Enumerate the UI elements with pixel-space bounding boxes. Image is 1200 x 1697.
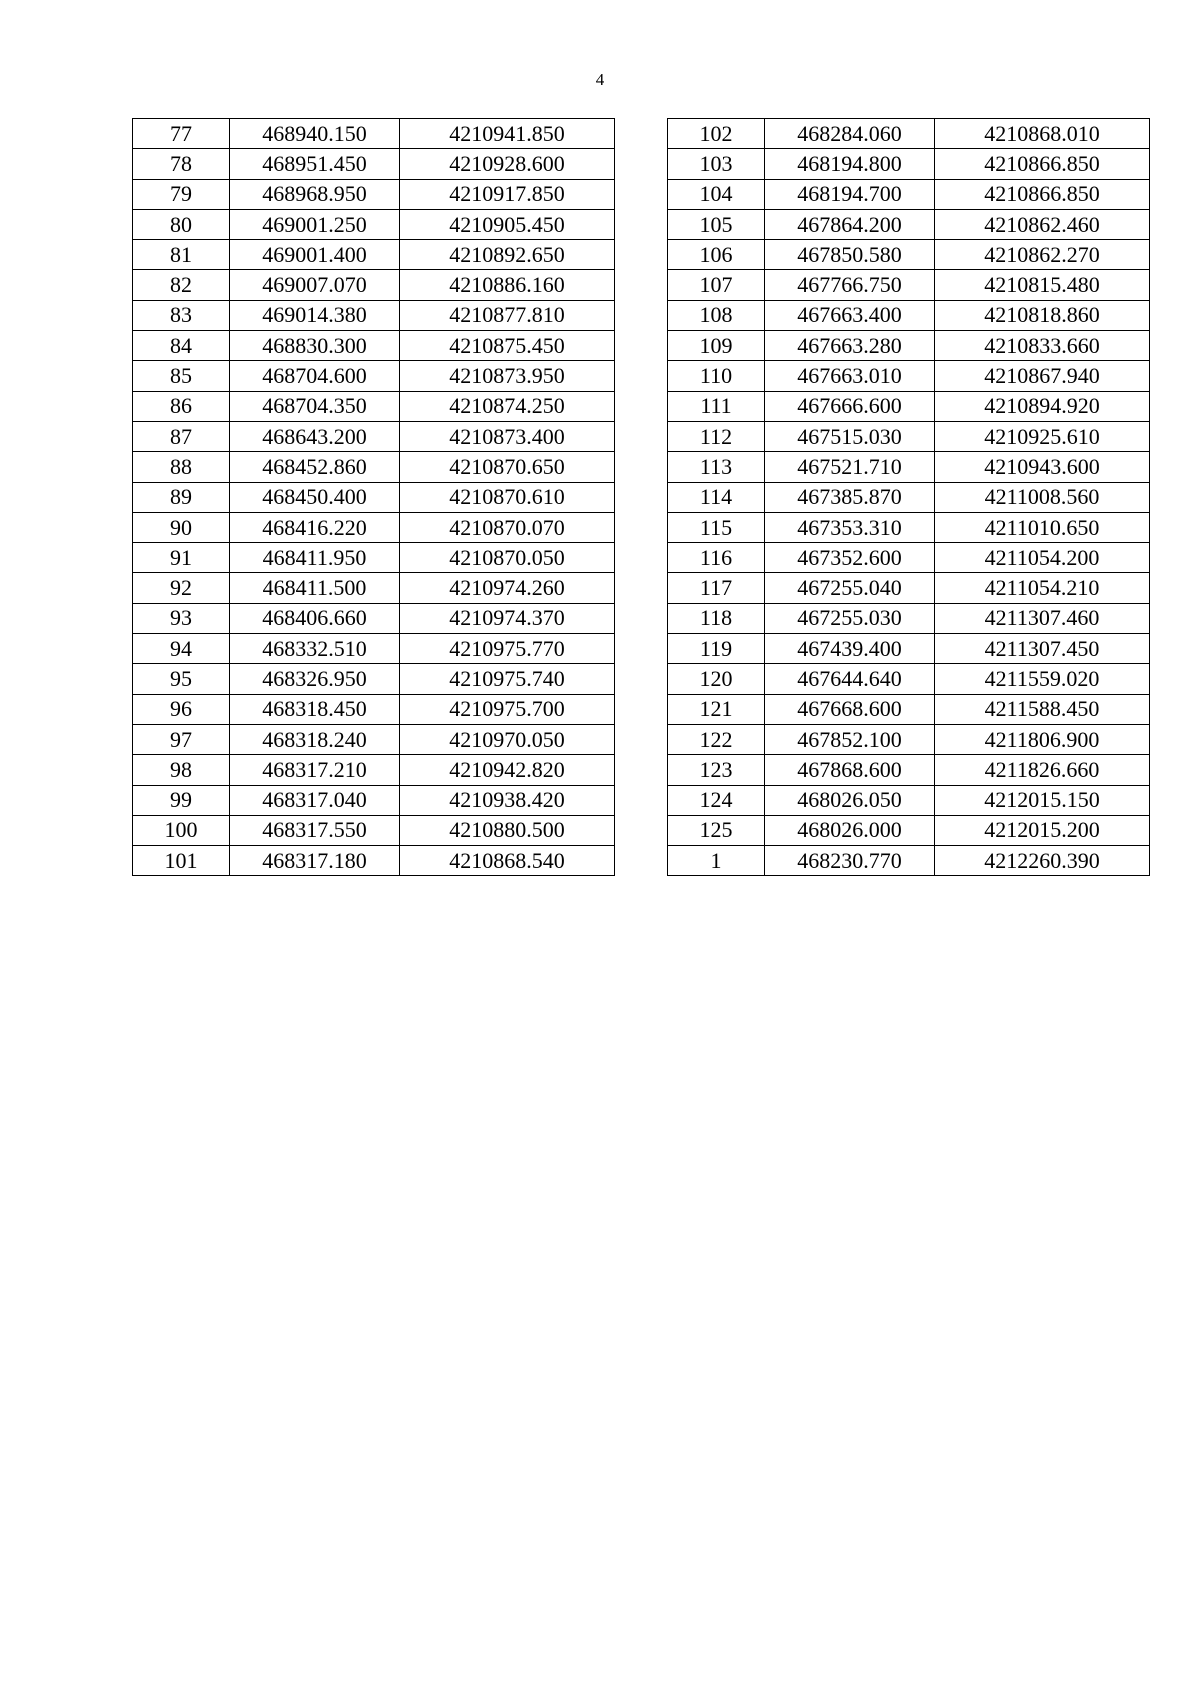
point-number-cell: 101	[133, 846, 230, 876]
y-coordinate-cell: 4210941.850	[400, 119, 615, 149]
x-coordinate-cell: 468026.050	[765, 785, 935, 815]
table-row	[668, 452, 1150, 482]
x-coordinate-cell: 468411.950	[230, 543, 400, 573]
y-coordinate-cell: 4211826.660	[935, 755, 1150, 785]
point-number-cell: 125	[668, 815, 765, 845]
point-number-cell: 102	[668, 119, 765, 149]
table-row	[133, 452, 615, 482]
y-coordinate-cell: 4210917.850	[400, 179, 615, 209]
x-coordinate-cell: 468940.150	[230, 119, 400, 149]
y-coordinate-cell: 4210866.850	[935, 179, 1150, 209]
y-coordinate-cell: 4211010.650	[935, 512, 1150, 542]
point-number-cell: 124	[668, 785, 765, 815]
coordinates-table-right	[667, 118, 1150, 876]
x-coordinate-cell: 468326.950	[230, 664, 400, 694]
y-coordinate-cell: 4211559.020	[935, 664, 1150, 694]
point-number-cell: 78	[133, 149, 230, 179]
x-coordinate-cell: 468317.210	[230, 755, 400, 785]
x-coordinate-cell: 468450.400	[230, 482, 400, 512]
y-coordinate-cell: 4210870.610	[400, 482, 615, 512]
table-row	[133, 421, 615, 451]
x-coordinate-cell: 467644.640	[765, 664, 935, 694]
y-coordinate-cell: 4211806.900	[935, 724, 1150, 754]
y-coordinate-cell: 4210875.450	[400, 331, 615, 361]
point-number-cell: 99	[133, 785, 230, 815]
point-number-cell: 88	[133, 452, 230, 482]
x-coordinate-cell: 467868.600	[765, 755, 935, 785]
table-row	[668, 240, 1150, 270]
point-number-cell: 98	[133, 755, 230, 785]
point-number-cell: 86	[133, 391, 230, 421]
table-row	[133, 846, 615, 876]
point-number-cell: 123	[668, 755, 765, 785]
y-coordinate-cell: 4211307.450	[935, 634, 1150, 664]
y-coordinate-cell: 4210970.050	[400, 724, 615, 754]
coordinates-table-left	[132, 118, 615, 876]
page-number: 4	[595, 70, 605, 89]
table-row	[668, 149, 1150, 179]
table-row	[133, 785, 615, 815]
x-coordinate-cell: 467521.710	[765, 452, 935, 482]
x-coordinate-cell: 468318.450	[230, 694, 400, 724]
x-coordinate-cell: 467385.870	[765, 482, 935, 512]
y-coordinate-cell: 4210868.540	[400, 846, 615, 876]
y-coordinate-cell: 4210942.820	[400, 755, 615, 785]
point-number-cell: 97	[133, 724, 230, 754]
table-row	[668, 270, 1150, 300]
y-coordinate-cell: 4210892.650	[400, 240, 615, 270]
point-number-cell: 121	[668, 694, 765, 724]
table-row	[133, 724, 615, 754]
x-coordinate-cell: 467668.600	[765, 694, 935, 724]
y-coordinate-cell: 4210870.070	[400, 512, 615, 542]
y-coordinate-cell: 4211054.210	[935, 573, 1150, 603]
y-coordinate-cell: 4210870.650	[400, 452, 615, 482]
x-coordinate-cell: 467852.100	[765, 724, 935, 754]
table-row	[133, 149, 615, 179]
y-coordinate-cell: 4210873.950	[400, 361, 615, 391]
y-coordinate-cell: 4210974.260	[400, 573, 615, 603]
table-row	[133, 361, 615, 391]
y-coordinate-cell: 4210975.770	[400, 634, 615, 664]
x-coordinate-cell: 468968.950	[230, 179, 400, 209]
x-coordinate-cell: 467255.040	[765, 573, 935, 603]
table-row	[668, 512, 1150, 542]
x-coordinate-cell: 468332.510	[230, 634, 400, 664]
point-number-cell: 107	[668, 270, 765, 300]
table-row	[668, 664, 1150, 694]
x-coordinate-cell: 467255.030	[765, 603, 935, 633]
table-body	[668, 119, 1150, 876]
y-coordinate-cell: 4210938.420	[400, 785, 615, 815]
table-row	[133, 482, 615, 512]
y-coordinate-cell: 4210866.850	[935, 149, 1150, 179]
table-row	[668, 300, 1150, 330]
point-number-cell: 80	[133, 209, 230, 239]
point-number-cell: 109	[668, 331, 765, 361]
point-number-cell: 118	[668, 603, 765, 633]
table-row	[133, 119, 615, 149]
table-row	[668, 755, 1150, 785]
table-row	[133, 512, 615, 542]
y-coordinate-cell: 4210862.270	[935, 240, 1150, 270]
point-number-cell: 119	[668, 634, 765, 664]
x-coordinate-cell: 467666.600	[765, 391, 935, 421]
x-coordinate-cell: 468317.040	[230, 785, 400, 815]
point-number-cell: 81	[133, 240, 230, 270]
point-number-cell: 89	[133, 482, 230, 512]
x-coordinate-cell: 469014.380	[230, 300, 400, 330]
table-row	[668, 785, 1150, 815]
point-number-cell: 116	[668, 543, 765, 573]
x-coordinate-cell: 468284.060	[765, 119, 935, 149]
y-coordinate-cell: 4210818.860	[935, 300, 1150, 330]
point-number-cell: 113	[668, 452, 765, 482]
point-number-cell: 117	[668, 573, 765, 603]
y-coordinate-cell: 4210928.600	[400, 149, 615, 179]
point-number-cell: 84	[133, 331, 230, 361]
x-coordinate-cell: 468317.180	[230, 846, 400, 876]
x-coordinate-cell: 468406.660	[230, 603, 400, 633]
x-coordinate-cell: 468416.220	[230, 512, 400, 542]
x-coordinate-cell: 467663.280	[765, 331, 935, 361]
point-number-cell: 111	[668, 391, 765, 421]
point-number-cell: 122	[668, 724, 765, 754]
point-number-cell: 114	[668, 482, 765, 512]
y-coordinate-cell: 4210873.400	[400, 421, 615, 451]
point-number-cell: 94	[133, 634, 230, 664]
point-number-cell: 77	[133, 119, 230, 149]
table-row	[133, 300, 615, 330]
table-row	[133, 543, 615, 573]
x-coordinate-cell: 467663.400	[765, 300, 935, 330]
point-number-cell: 83	[133, 300, 230, 330]
table-row	[133, 815, 615, 845]
table-row	[133, 603, 615, 633]
table-row	[133, 270, 615, 300]
point-number-cell: 106	[668, 240, 765, 270]
point-number-cell: 100	[133, 815, 230, 845]
point-number-cell: 1	[668, 846, 765, 876]
table-row	[133, 573, 615, 603]
y-coordinate-cell: 4210815.480	[935, 270, 1150, 300]
x-coordinate-cell: 468704.350	[230, 391, 400, 421]
point-number-cell: 87	[133, 421, 230, 451]
x-coordinate-cell: 467515.030	[765, 421, 935, 451]
y-coordinate-cell: 4210894.920	[935, 391, 1150, 421]
x-coordinate-cell: 468317.550	[230, 815, 400, 845]
x-coordinate-cell: 467850.580	[765, 240, 935, 270]
point-number-cell: 105	[668, 209, 765, 239]
point-number-cell: 112	[668, 421, 765, 451]
y-coordinate-cell: 4210975.740	[400, 664, 615, 694]
x-coordinate-cell: 468026.000	[765, 815, 935, 845]
table-row	[133, 755, 615, 785]
table-row	[668, 543, 1150, 573]
table-row	[133, 634, 615, 664]
y-coordinate-cell: 4210870.050	[400, 543, 615, 573]
table-row	[668, 179, 1150, 209]
point-number-cell: 90	[133, 512, 230, 542]
table-row	[668, 724, 1150, 754]
x-coordinate-cell: 469001.250	[230, 209, 400, 239]
table-row	[133, 240, 615, 270]
table-body	[133, 119, 615, 876]
y-coordinate-cell: 4210868.010	[935, 119, 1150, 149]
x-coordinate-cell: 467353.310	[765, 512, 935, 542]
y-coordinate-cell: 4212015.150	[935, 785, 1150, 815]
x-coordinate-cell: 468643.200	[230, 421, 400, 451]
table-row	[133, 179, 615, 209]
y-coordinate-cell: 4210925.610	[935, 421, 1150, 451]
x-coordinate-cell: 467663.010	[765, 361, 935, 391]
x-coordinate-cell: 468194.800	[765, 149, 935, 179]
point-number-cell: 96	[133, 694, 230, 724]
y-coordinate-cell: 4210862.460	[935, 209, 1150, 239]
y-coordinate-cell: 4210974.370	[400, 603, 615, 633]
y-coordinate-cell: 4210975.700	[400, 694, 615, 724]
table-row	[668, 119, 1150, 149]
x-coordinate-cell: 467864.200	[765, 209, 935, 239]
x-coordinate-cell: 468411.500	[230, 573, 400, 603]
y-coordinate-cell: 4210874.250	[400, 391, 615, 421]
y-coordinate-cell: 4210886.160	[400, 270, 615, 300]
x-coordinate-cell: 467766.750	[765, 270, 935, 300]
table-row	[668, 694, 1150, 724]
x-coordinate-cell: 468830.300	[230, 331, 400, 361]
x-coordinate-cell: 469001.400	[230, 240, 400, 270]
table-row	[668, 634, 1150, 664]
x-coordinate-cell: 468951.450	[230, 149, 400, 179]
x-coordinate-cell: 467439.400	[765, 634, 935, 664]
point-number-cell: 104	[668, 179, 765, 209]
point-number-cell: 92	[133, 573, 230, 603]
y-coordinate-cell: 4211008.560	[935, 482, 1150, 512]
y-coordinate-cell: 4210867.940	[935, 361, 1150, 391]
table-row	[668, 573, 1150, 603]
x-coordinate-cell: 468318.240	[230, 724, 400, 754]
point-number-cell: 79	[133, 179, 230, 209]
x-coordinate-cell: 468194.700	[765, 179, 935, 209]
y-coordinate-cell: 4210833.660	[935, 331, 1150, 361]
table-row	[668, 391, 1150, 421]
table-row	[668, 421, 1150, 451]
point-number-cell: 91	[133, 543, 230, 573]
table-row	[668, 815, 1150, 845]
table-row	[133, 331, 615, 361]
table-row	[133, 664, 615, 694]
point-number-cell: 120	[668, 664, 765, 694]
point-number-cell: 93	[133, 603, 230, 633]
point-number-cell: 95	[133, 664, 230, 694]
point-number-cell: 103	[668, 149, 765, 179]
y-coordinate-cell: 4211054.200	[935, 543, 1150, 573]
table-row	[133, 694, 615, 724]
point-number-cell: 108	[668, 300, 765, 330]
table-row	[133, 391, 615, 421]
x-coordinate-cell: 468704.600	[230, 361, 400, 391]
y-coordinate-cell: 4212260.390	[935, 846, 1150, 876]
point-number-cell: 85	[133, 361, 230, 391]
y-coordinate-cell: 4210877.810	[400, 300, 615, 330]
y-coordinate-cell: 4210943.600	[935, 452, 1150, 482]
y-coordinate-cell: 4211588.450	[935, 694, 1150, 724]
y-coordinate-cell: 4212015.200	[935, 815, 1150, 845]
table-row	[668, 209, 1150, 239]
x-coordinate-cell: 467352.600	[765, 543, 935, 573]
table-row	[668, 331, 1150, 361]
x-coordinate-cell: 468230.770	[765, 846, 935, 876]
table-row	[668, 361, 1150, 391]
point-number-cell: 115	[668, 512, 765, 542]
point-number-cell: 82	[133, 270, 230, 300]
table-row	[668, 846, 1150, 876]
x-coordinate-cell: 468452.860	[230, 452, 400, 482]
x-coordinate-cell: 469007.070	[230, 270, 400, 300]
point-number-cell: 110	[668, 361, 765, 391]
y-coordinate-cell: 4210880.500	[400, 815, 615, 845]
y-coordinate-cell: 4211307.460	[935, 603, 1150, 633]
y-coordinate-cell: 4210905.450	[400, 209, 615, 239]
table-row	[668, 603, 1150, 633]
table-row	[668, 482, 1150, 512]
table-row	[133, 209, 615, 239]
